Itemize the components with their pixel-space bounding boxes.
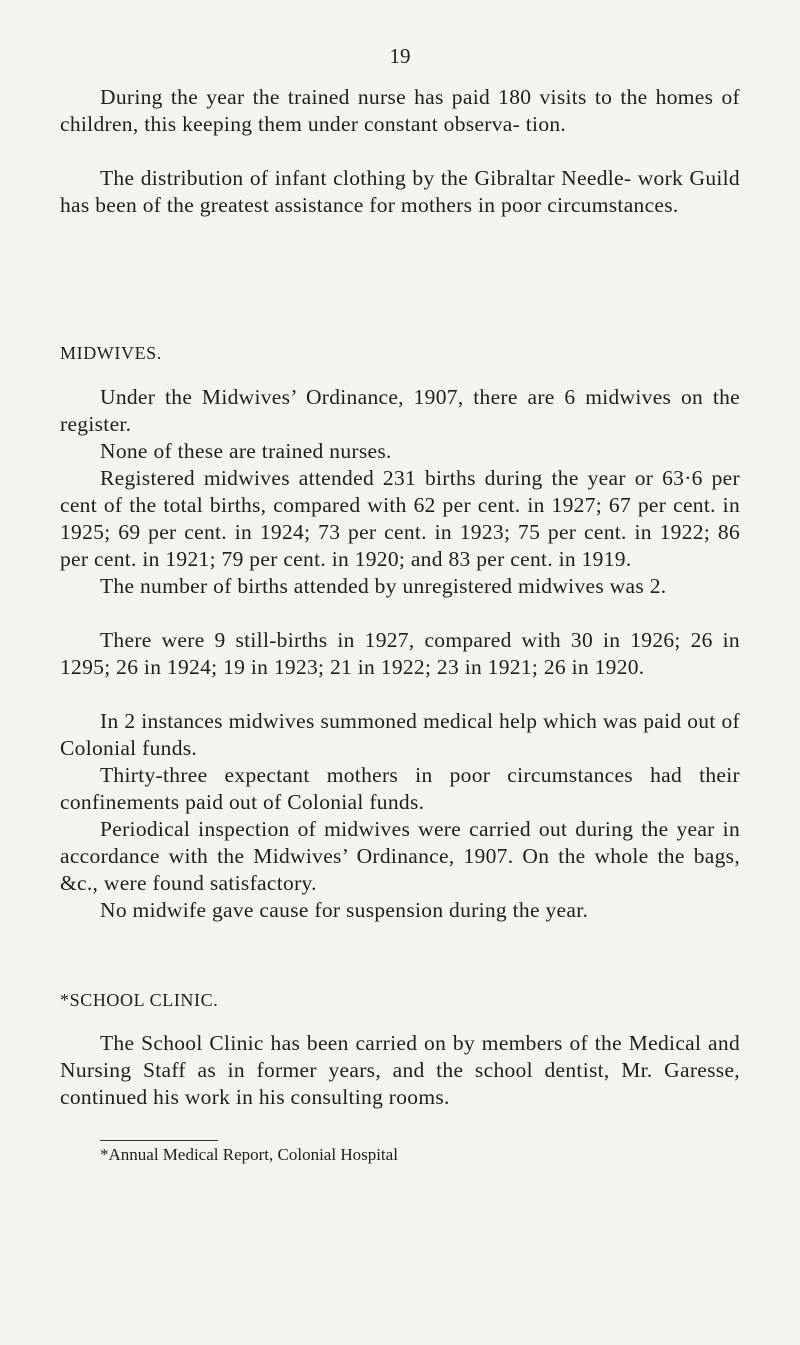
paragraph-still-births: There were 9 still-births in 1927, compared with 30 in 1926; 26 in 1295; 26 in 1924; 19 in 1923; 21 in 1922; 23 in 1921; 26 in 1920. <box>60 628 740 679</box>
footnote-rule <box>100 1140 218 1141</box>
paragraph-inspection: Periodical inspection of midwives were carried out during the year in accordance with the Midwives’ Ordinance, 1907. On the whole the bags, &c., were found satisfactory. <box>60 817 740 895</box>
paragraph-no-suspension: No midwife gave cause for suspension during the year. <box>100 898 589 922</box>
page-number: 19 <box>389 44 411 68</box>
paragraph-nurse-visits: During the year the trained nurse has paid 180 visits to the homes of children, this keeping them under constant observa- tion. <box>60 85 740 136</box>
paragraph-unregistered: The number of births attended by unregistered midwives was 2. <box>100 574 667 598</box>
paragraph-expectant-mothers: Thirty-three expectant mothers in poor circumstances had their confinements paid out of Colonial funds. <box>60 763 740 814</box>
school-clinic-heading: *SCHOOL CLINIC. <box>60 990 219 1010</box>
paragraph-medical-help: In 2 instances midwives summoned medical help which was paid out of Colonial funds. <box>60 709 740 760</box>
paragraph-none-trained: None of these are trained nurses. <box>100 439 392 463</box>
paragraph-school-clinic: The School Clinic has been carried on by members of the Medical and Nursing Staff as in former years, and the school dentist, Mr. Garesse, continued his work in his consulting rooms. <box>60 1031 740 1109</box>
midwives-heading: MIDWIVES. <box>60 343 162 363</box>
paragraph-registered-births: Registered midwives attended 231 births during the year or 63·6 per cent of the total births, compared with 62 per cent. in 1927; 67 per cent. in 1925; 69 per cent. in 1924; 73 per cent. in 1923; 75 per cent. in 1922; 86 per cent. in 1921; 79 per cent. in 1920; and 83 per cent. in 1919. <box>60 466 740 571</box>
paragraph-ordinance: Under the Midwives’ Ordinance, 1907, there are 6 midwives on the register. <box>60 385 740 436</box>
footnote: *Annual Medical Report, Colonial Hospital <box>100 1145 398 1164</box>
paragraph-infant-clothing: The distribution of infant clothing by the Gibraltar Needle- work Guild has been of the greatest assistance for mothers in poor circumstances. <box>60 166 740 217</box>
